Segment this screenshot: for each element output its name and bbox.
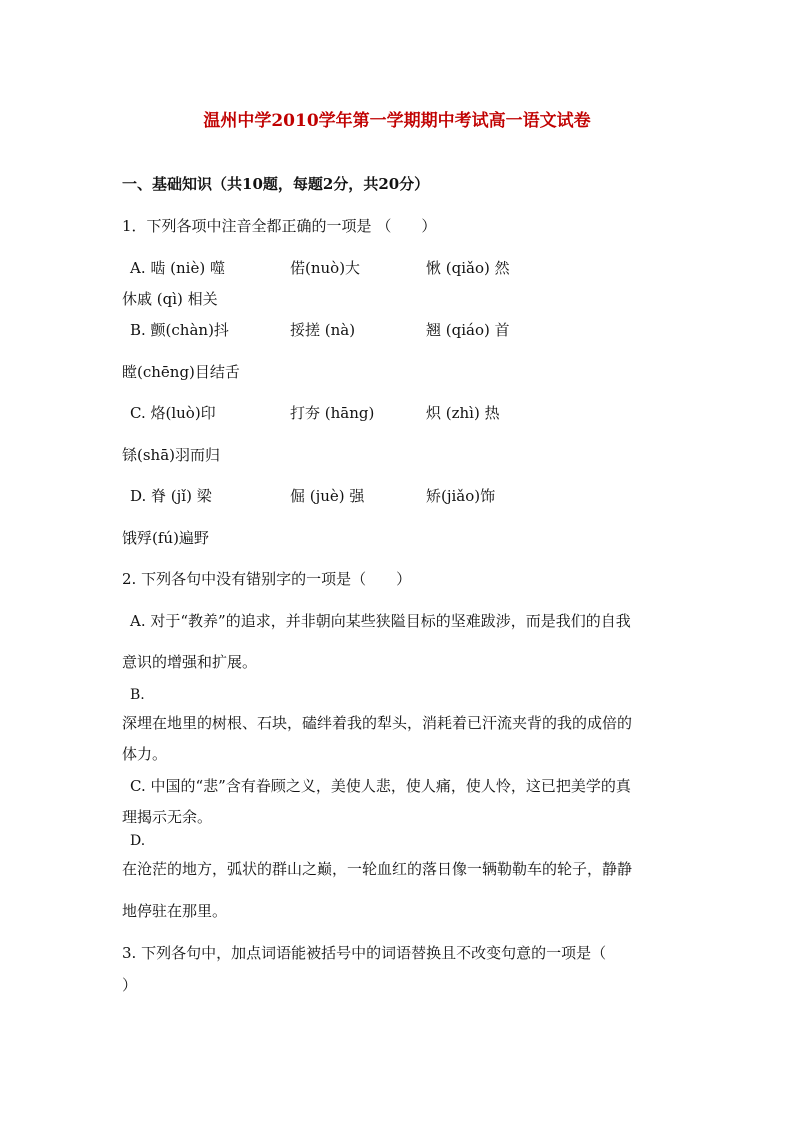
section-heading: 一、基础知识（共10题，每题2分，共20分） (122, 175, 430, 193)
q1-option-d-4: 饿殍(fú)遍野 (122, 529, 209, 547)
q1-option-b-3: 翘 (qiáo) 首 (426, 321, 510, 339)
q1-option-c-3: 炽 (zhì) 热 (426, 404, 500, 422)
q2-option-d-label: D. (130, 833, 146, 849)
q2-option-b-line-1: 深埋在地里的树根、石块，磕绊着我的犁头，消耗着已汗流夹背的我的成倍的 (122, 714, 633, 732)
q2-option-d-line-2: 地停驻在那里。 (122, 902, 228, 920)
q1-option-c-1: C. 烙(luò)印 (130, 404, 216, 422)
q1-option-d-3: 矫(jiǎo)饰 (426, 487, 496, 505)
q1-option-a-1: A. 啮 (niè) 噬 (130, 259, 225, 277)
question-3-stem-line-2: ） (122, 976, 138, 994)
q1-option-b-1: B. 颤(chàn)抖 (130, 321, 229, 339)
q2-option-b-line-2: 体力。 (122, 745, 168, 763)
q1-option-c-2: 打夯 (hāng) (290, 404, 375, 422)
q1-option-d-2: 倔 (juè) 强 (290, 487, 365, 505)
q2-option-a-line-1: A. 对于“教养”的追求，并非朝向某些狭隘目标的坚难跋涉，而是我们的自我 (130, 612, 631, 630)
q2-option-a-line-2: 意识的增强和扩展。 (122, 653, 258, 671)
q1-option-a-4: 休戚 (qì) 相关 (122, 290, 218, 308)
q1-option-d-1: D. 脊 (jǐ) 梁 (130, 487, 212, 505)
q2-option-b-label: B. (130, 687, 145, 703)
q1-option-b-2: 挼搓 (nà) (290, 321, 356, 339)
q1-option-c-4: 铩(shā)羽而归 (122, 446, 221, 464)
exam-title: 温州中学2010学年第一学期期中考试高一语文试卷 (203, 111, 591, 131)
q1-option-b-4: 瞠(chēng)目结舌 (122, 363, 240, 381)
q1-option-a-3: 愀 (qiǎo) 然 (426, 259, 510, 277)
question-2-stem: 2. 下列各句中没有错别字的一项是（ ） (122, 570, 412, 588)
q1-option-a-2: 偌(nuò)大 (290, 259, 361, 277)
q2-option-c-line-2: 理揭示无余。 (122, 808, 213, 826)
q2-option-d-line-1: 在沧茫的地方，弧状的群山之巅，一轮血红的落日像一辆勒勒车的轮子，静静 (122, 860, 633, 878)
question-1-stem: 1．下列各项中注音全都正确的一项是 （ ） (122, 217, 437, 235)
question-3-stem-line-1: 3. 下列各句中，加点词语能被括号中的词语替换且不改变句意的一项是（ (122, 944, 607, 962)
q2-option-c-line-1: C. 中国的“悲”含有眷顾之义，美使人悲，使人痛，使人怜，这已把美学的真 (130, 777, 631, 795)
